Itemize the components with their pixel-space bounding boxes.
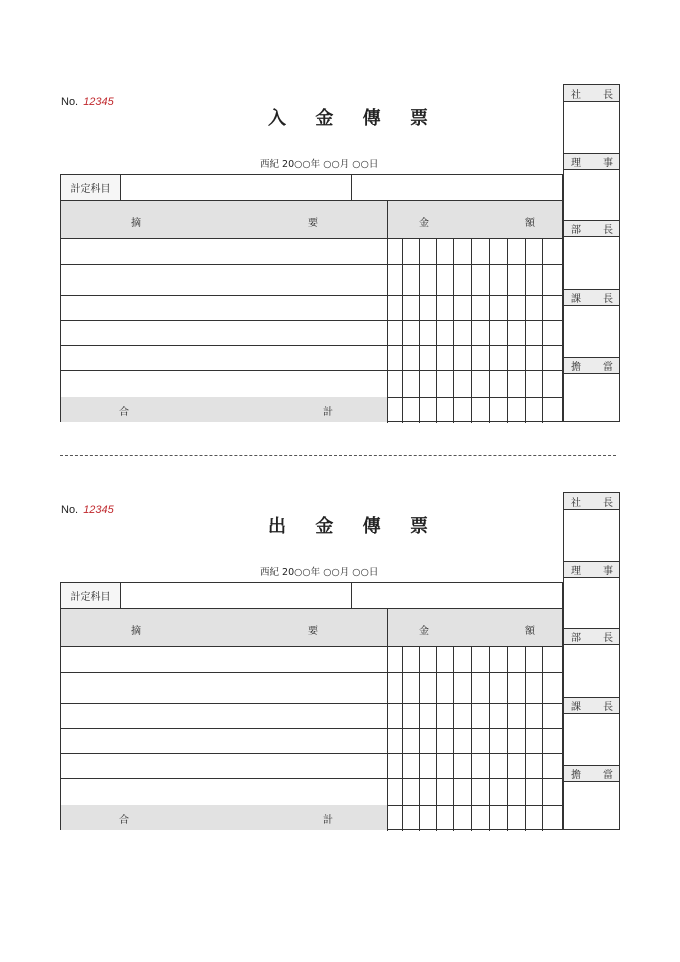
slip-date: 西紀 20○○年 ○○月 ○○日	[260, 567, 379, 578]
digit-column-rule	[453, 239, 454, 423]
header-amount-char: 金	[419, 626, 429, 637]
approval-label-char: 長	[603, 294, 613, 305]
approval-president	[564, 493, 619, 510]
approval-label-char: 事	[603, 158, 613, 169]
total-row	[61, 397, 387, 422]
approval-label-char: 課	[571, 294, 581, 305]
row-rule	[61, 778, 562, 779]
account-value-field[interactable]	[121, 583, 352, 608]
table-header	[61, 609, 562, 647]
total-label-char: 合	[119, 407, 129, 418]
approval-column	[563, 492, 620, 830]
account-row	[60, 582, 563, 608]
approval-label-char: 當	[603, 770, 613, 781]
slip-title-char: 傳	[362, 516, 381, 537]
row-rule	[61, 320, 562, 321]
withdrawal-slip	[0, 492, 680, 832]
approval-label-char: 擔	[571, 770, 581, 781]
slip-number-value: 12345	[83, 504, 114, 516]
header-amount-char: 額	[525, 218, 535, 229]
slip-title	[268, 104, 428, 130]
approval-label-char: 理	[571, 566, 581, 577]
digit-column-rule	[542, 647, 543, 831]
row-rule	[61, 753, 562, 754]
header-divider	[387, 201, 388, 239]
slip-number-label: No.	[61, 504, 79, 516]
digit-column-rule	[419, 239, 420, 423]
account-label: 計定科目	[61, 583, 121, 608]
approval-label-char: 課	[571, 702, 581, 713]
slip-title-char: 金	[315, 108, 334, 129]
header-amount-char: 金	[419, 218, 429, 229]
account-value-field[interactable]	[121, 175, 352, 200]
approval-label-char: 長	[603, 497, 613, 509]
approval-label-char: 長	[603, 633, 613, 644]
digit-column-rule	[542, 239, 543, 423]
entry-table	[60, 608, 563, 830]
slip-title	[268, 512, 428, 538]
slip-number	[61, 96, 114, 108]
approval-label-char: 長	[603, 702, 613, 713]
approval-label-char: 社	[571, 497, 581, 509]
table-header	[61, 201, 562, 239]
slip-number-label: No.	[61, 96, 79, 108]
slip-number	[61, 504, 114, 516]
row-rule	[61, 345, 562, 346]
approval-label-char: 部	[571, 633, 581, 644]
approval-section-chief	[564, 289, 619, 306]
account-row	[60, 174, 563, 200]
approval-label-char: 理	[571, 158, 581, 169]
slip-title-char: 出	[268, 516, 286, 537]
approval-label-char: 長	[603, 89, 613, 101]
entry-table	[60, 200, 563, 422]
approval-column	[563, 84, 620, 422]
slip-number-value: 12345	[83, 96, 114, 108]
total-label-char: 計	[323, 815, 333, 826]
cut-line	[60, 455, 616, 456]
digit-column-rule	[489, 647, 490, 831]
slip-title-char: 入	[268, 108, 286, 129]
approval-president	[564, 85, 619, 102]
digit-column-rule	[436, 239, 437, 423]
slip-date: 西紀 20○○年 ○○月 ○○日	[260, 159, 379, 170]
total-label-char: 合	[119, 815, 129, 826]
column-divider	[387, 647, 388, 831]
header-description-char: 摘	[131, 626, 141, 637]
header-amount-char: 額	[525, 626, 535, 637]
total-row	[61, 805, 387, 830]
digit-column-rule	[489, 239, 490, 423]
account-label: 計定科目	[61, 175, 121, 200]
header-divider	[387, 609, 388, 647]
approval-person-in-charge	[564, 357, 619, 374]
approval-label-char: 社	[571, 89, 581, 101]
header-description-char: 要	[308, 218, 318, 229]
row-rule	[61, 295, 562, 296]
row-rule	[61, 672, 562, 673]
approval-label-char: 當	[603, 362, 613, 373]
row-rule	[61, 264, 562, 265]
digit-column-rule	[525, 647, 526, 831]
account-sub-field[interactable]	[352, 583, 562, 608]
digit-column-rule	[419, 647, 420, 831]
approval-label-char: 事	[603, 566, 613, 577]
approval-section-chief	[564, 697, 619, 714]
digit-column-rule	[471, 647, 472, 831]
digit-column-rule	[471, 239, 472, 423]
approval-label-char: 部	[571, 225, 581, 236]
approval-label-char: 擔	[571, 362, 581, 373]
deposit-slip	[0, 84, 680, 424]
account-sub-field[interactable]	[352, 175, 562, 200]
row-rule	[61, 703, 562, 704]
digit-column-rule	[453, 647, 454, 831]
digit-column-rule	[507, 239, 508, 423]
slip-title-char: 票	[409, 516, 428, 537]
header-description-char: 要	[308, 626, 318, 637]
total-label-char: 計	[323, 407, 333, 418]
approval-director	[564, 153, 619, 170]
approval-dept-manager	[564, 220, 619, 237]
row-rule	[61, 370, 562, 371]
digit-column-rule	[525, 239, 526, 423]
slip-title-char: 票	[409, 108, 428, 129]
slip-title-char: 傳	[362, 108, 381, 129]
slip-title-char: 金	[315, 516, 334, 537]
digit-column-rule	[402, 239, 403, 423]
header-description-char: 摘	[131, 218, 141, 229]
approval-dept-manager	[564, 628, 619, 645]
row-rule	[61, 728, 562, 729]
approval-person-in-charge	[564, 765, 619, 782]
approval-label-char: 長	[603, 225, 613, 236]
digit-column-rule	[507, 647, 508, 831]
digit-column-rule	[436, 647, 437, 831]
approval-director	[564, 561, 619, 578]
column-divider	[387, 239, 388, 423]
digit-column-rule	[402, 647, 403, 831]
